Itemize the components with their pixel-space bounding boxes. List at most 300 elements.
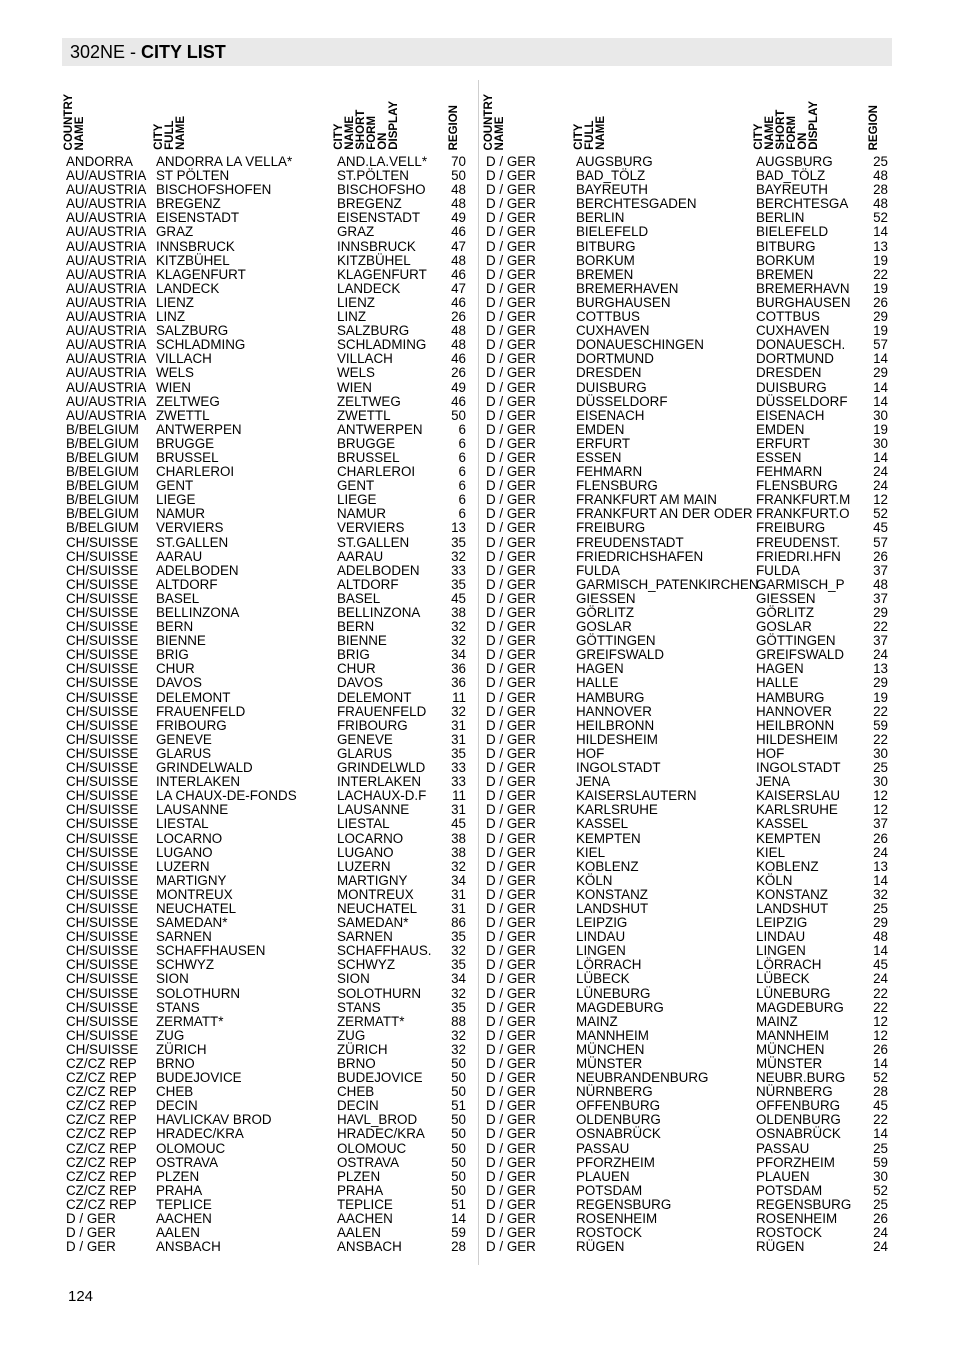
short-name-cell: HOF <box>756 745 785 761</box>
table-row <box>486 888 888 902</box>
region-cell: 19 <box>873 323 888 339</box>
country-cell: CH/SUISSE <box>66 844 139 860</box>
region-cell: 22 <box>873 999 888 1015</box>
region-cell: 45 <box>451 590 466 606</box>
country-cell: D / GER <box>486 802 536 818</box>
full-name-cell: SAMEDAN* <box>156 915 228 931</box>
short-name-cell: MAINZ <box>756 1013 798 1029</box>
country-cell: D / GER <box>486 238 536 254</box>
region-cell: 26 <box>873 830 888 846</box>
short-name-cell: LÖRRACH <box>756 957 822 973</box>
short-name-cell: HAMBURG <box>756 689 825 705</box>
full-name-cell: NÜRNBERG <box>576 1084 653 1100</box>
table-row <box>66 197 472 211</box>
full-name-cell: KÖLN <box>576 872 613 888</box>
short-name-cell: LIESTAL <box>337 816 390 832</box>
table-row <box>66 268 472 282</box>
full-name-cell: ZUG <box>156 1027 185 1043</box>
country-cell: D / GER <box>486 266 536 282</box>
country-cell: AU/AUSTRIA <box>66 168 147 184</box>
full-name-cell: WELS <box>156 365 194 381</box>
region-cell: 14 <box>873 1126 888 1142</box>
short-name-cell: LINDAU <box>756 929 806 945</box>
full-name-cell: GÖTTINGEN <box>576 633 656 649</box>
table-row <box>486 1085 888 1099</box>
country-cell: D / GER <box>486 1182 536 1198</box>
region-cell: 50 <box>451 1154 466 1170</box>
region-cell: 14 <box>873 393 888 409</box>
table-row <box>66 789 472 803</box>
short-name-cell: CHUR <box>337 661 376 677</box>
short-name-cell: BERLIN <box>756 210 805 226</box>
region-cell: 35 <box>451 576 466 592</box>
region-cell: 37 <box>873 590 888 606</box>
full-name-cell: BORKUM <box>576 252 635 268</box>
region-cell: 30 <box>873 774 888 790</box>
short-name-cell: ESSEN <box>756 449 802 465</box>
short-name-cell: PLZEN <box>337 1168 381 1184</box>
table-row <box>66 1184 472 1198</box>
short-name-cell: SALZBURG <box>337 323 410 339</box>
region-cell: 37 <box>873 816 888 832</box>
short-name-cell: ZERMATT* <box>337 1013 405 1029</box>
region-cell: 31 <box>451 731 466 747</box>
table-row <box>66 550 472 564</box>
table-row <box>486 1156 888 1170</box>
full-name-cell: EMDEN <box>576 421 625 437</box>
full-name-cell: DRESDEN <box>576 365 642 381</box>
short-name-cell: FEHMARN <box>756 464 823 480</box>
full-name-cell: FRIEDRICHSHAFEN <box>576 548 704 564</box>
short-name-cell: BITBURG <box>756 238 816 254</box>
country-cell: D / GER <box>486 337 536 353</box>
full-name-cell: CUXHAVEN <box>576 323 650 339</box>
full-name-cell: FRAUENFELD <box>156 703 246 719</box>
region-cell: 50 <box>451 1070 466 1086</box>
full-name-cell: EISENACH <box>576 407 645 423</box>
left-city-list <box>66 155 472 1254</box>
full-name-cell: OLDENBURG <box>576 1112 661 1128</box>
table-row <box>486 846 888 860</box>
full-name-cell: INTERLAKEN <box>156 774 241 790</box>
full-name-cell: ADELBODEN <box>156 562 239 578</box>
short-name-cell: FRAUENFELD <box>337 703 427 719</box>
table-row <box>486 183 888 197</box>
region-cell: 30 <box>873 407 888 423</box>
table-row <box>66 634 472 648</box>
country-cell: CH/SUISSE <box>66 703 139 719</box>
country-cell: D / GER <box>486 379 536 395</box>
table-row <box>66 747 472 761</box>
short-name-cell: AACHEN <box>337 1211 393 1227</box>
region-cell: 48 <box>873 168 888 184</box>
full-name-cell: PRAHA <box>156 1182 203 1198</box>
country-cell: D / GER <box>486 999 536 1015</box>
region-cell: 34 <box>451 971 466 987</box>
region-cell: 26 <box>873 1211 888 1227</box>
country-cell: D / GER <box>486 844 536 860</box>
region-cell: 14 <box>873 1056 888 1071</box>
region-cell: 49 <box>451 210 466 226</box>
short-name-cell: LUGANO <box>337 844 394 860</box>
short-name-cell: BERCHTESGA <box>756 196 849 212</box>
country-cell: D / GER <box>486 534 536 550</box>
short-name-cell: FLENSBURG <box>756 478 838 494</box>
country-cell: D / GER <box>486 435 536 451</box>
table-row <box>486 874 888 888</box>
table-row <box>486 536 888 550</box>
country-cell: D / GER <box>486 816 536 832</box>
short-name-cell: LAUSANNE <box>337 802 410 818</box>
full-name-cell: HEILBRONN <box>576 717 655 733</box>
full-name-cell: LINZ <box>156 309 186 325</box>
region-cell: 28 <box>873 182 888 198</box>
country-cell: D / GER <box>486 788 536 804</box>
short-name-cell: LINGEN <box>756 943 806 959</box>
table-row <box>66 846 472 860</box>
full-name-cell: REGENSBURG <box>576 1196 672 1212</box>
country-cell: CZ/CZ REP <box>66 1084 137 1100</box>
full-name-cell: BRUGGE <box>156 435 215 451</box>
table-row <box>66 296 472 310</box>
table-row <box>66 1057 472 1071</box>
region-cell: 36 <box>451 661 466 677</box>
full-name-cell: KAISERSLAUTERN <box>576 788 697 804</box>
full-name-cell: SALZBURG <box>156 323 229 339</box>
country-cell: CH/SUISSE <box>66 548 139 564</box>
country-cell: D / GER <box>486 1140 536 1156</box>
table-row <box>486 381 888 395</box>
country-cell: D / GER <box>486 886 536 902</box>
full-name-cell: BREMERHAVEN <box>576 280 679 296</box>
table-row <box>66 507 472 521</box>
full-name-cell: PFORZHEIM <box>576 1154 655 1170</box>
full-name-cell: SCHAFFHAUSEN <box>156 943 266 959</box>
country-cell: AU/AUSTRIA <box>66 196 147 212</box>
country-cell: CH/SUISSE <box>66 717 139 733</box>
short-name-cell: ADELBODEN <box>337 562 420 578</box>
region-cell: 19 <box>873 280 888 296</box>
region-cell: 26 <box>873 548 888 564</box>
table-row <box>486 860 888 874</box>
region-cell: 35 <box>451 957 466 973</box>
full-name-cell: FRANKFURT AM MAIN <box>576 492 717 508</box>
region-cell: 36 <box>451 675 466 691</box>
full-name-cell: LANDECK <box>156 280 220 296</box>
short-name-cell: ST.GALLEN <box>337 534 410 550</box>
country-cell: D / GER <box>486 294 536 310</box>
short-name-cell: SOLOTHURN <box>337 985 422 1001</box>
short-name-cell: BRUGGE <box>337 435 396 451</box>
region-cell: 45 <box>873 520 888 536</box>
short-name-cell: MONTREUX <box>337 886 414 902</box>
country-cell: CH/SUISSE <box>66 562 139 578</box>
table-row <box>486 958 888 972</box>
table-row <box>486 493 888 507</box>
region-cell: 25 <box>873 154 888 169</box>
table-row <box>66 944 472 958</box>
short-name-cell: BAYREUTH <box>756 182 828 198</box>
full-name-cell: ZELTWEG <box>156 393 220 409</box>
region-cell: 6 <box>458 464 466 480</box>
region-cell: 32 <box>451 548 466 564</box>
country-cell: CH/SUISSE <box>66 1041 139 1057</box>
short-name-cell: NAMUR <box>337 506 387 522</box>
short-name-cell: OLDENBURG <box>756 1112 841 1128</box>
country-cell: AU/AUSTRIA <box>66 393 147 409</box>
country-cell: CH/SUISSE <box>66 929 139 945</box>
full-name-cell: LAUSANNE <box>156 802 229 818</box>
short-name-cell: EISENSTADT <box>337 210 421 226</box>
full-name-cell: HAGEN <box>576 661 624 677</box>
table-row <box>486 211 888 225</box>
country-cell: CH/SUISSE <box>66 802 139 818</box>
short-name-cell: EMDEN <box>756 421 805 437</box>
table-row <box>66 381 472 395</box>
country-cell: D / GER <box>486 464 536 480</box>
region-cell: 14 <box>451 1211 466 1227</box>
table-row <box>486 1142 888 1156</box>
table-row <box>66 1071 472 1085</box>
table-row <box>486 634 888 648</box>
country-cell: CH/SUISSE <box>66 689 139 705</box>
country-cell: D / GER <box>486 1084 536 1100</box>
region-cell: 52 <box>873 506 888 522</box>
country-cell: D / GER <box>486 365 536 381</box>
country-cell: D / GER <box>486 196 536 212</box>
table-row <box>486 662 888 676</box>
short-name-cell: LINZ <box>337 309 367 325</box>
short-name-cell: BAD_TÖLZ <box>756 168 826 184</box>
table-row <box>66 437 472 451</box>
short-name-cell: KIEL <box>756 844 786 860</box>
short-name-cell: AND.LA.VELL* <box>337 154 428 169</box>
table-row <box>66 211 472 225</box>
country-cell: D / GER <box>486 168 536 184</box>
table-row <box>486 423 888 437</box>
table-row <box>486 620 888 634</box>
short-name-cell: KASSEL <box>756 816 809 832</box>
country-cell: D / GER <box>486 1056 536 1071</box>
country-cell: D / GER <box>486 774 536 790</box>
region-cell: 25 <box>873 760 888 776</box>
short-name-cell: GLARUS <box>337 745 393 761</box>
full-name-cell: INGOLSTADT <box>576 760 661 776</box>
country-cell: CH/SUISSE <box>66 661 139 677</box>
table-row <box>486 1113 888 1127</box>
region-cell: 22 <box>873 985 888 1001</box>
region-cell: 34 <box>451 872 466 888</box>
country-cell: CZ/CZ REP <box>66 1140 137 1156</box>
full-name-cell: ZERMATT* <box>156 1013 224 1029</box>
country-cell: B/BELGIUM <box>66 421 139 437</box>
country-cell: D / GER <box>486 351 536 367</box>
full-name-cell: BAD_TÖLZ <box>576 168 646 184</box>
full-name-cell: OFFENBURG <box>576 1098 661 1114</box>
full-name-cell: ROSENHEIM <box>576 1211 658 1227</box>
short-name-cell: AARAU <box>337 548 384 564</box>
table-row <box>66 282 472 296</box>
short-name-cell: DELEMONT <box>337 689 412 705</box>
full-name-cell: NEUCHATEL <box>156 900 237 916</box>
country-cell: CH/SUISSE <box>66 830 139 846</box>
table-row <box>486 1127 888 1141</box>
country-cell: D / GER <box>486 393 536 409</box>
country-cell: D / GER <box>66 1225 116 1241</box>
region-cell: 6 <box>458 506 466 522</box>
region-cell: 48 <box>451 337 466 353</box>
country-cell: D / GER <box>486 520 536 536</box>
region-cell: 6 <box>458 449 466 465</box>
table-row <box>486 1226 888 1240</box>
region-cell: 29 <box>873 675 888 691</box>
full-name-cell: SION <box>156 971 189 987</box>
table-row <box>66 225 472 239</box>
country-cell: D / GER <box>486 492 536 508</box>
region-cell: 86 <box>451 915 466 931</box>
table-row <box>66 409 472 423</box>
table-row <box>486 395 888 409</box>
region-cell: 11 <box>452 788 466 804</box>
country-cell: CH/SUISSE <box>66 774 139 790</box>
region-cell: 24 <box>873 1239 888 1255</box>
short-name-cell: INGOLSTADT <box>756 760 841 776</box>
country-cell: CH/SUISSE <box>66 619 139 635</box>
country-cell: AU/AUSTRIA <box>66 252 147 268</box>
table-row <box>486 930 888 944</box>
region-cell: 50 <box>451 168 466 184</box>
table-row <box>486 803 888 817</box>
region-cell: 24 <box>873 478 888 494</box>
country-cell: D / GER <box>486 957 536 973</box>
full-name-cell: MÜNCHEN <box>576 1041 645 1057</box>
country-cell: D / GER <box>486 1126 536 1142</box>
country-cell: CH/SUISSE <box>66 886 139 902</box>
table-row <box>486 1212 888 1226</box>
region-cell: 29 <box>873 365 888 381</box>
region-cell: 37 <box>873 633 888 649</box>
country-cell: D / GER <box>486 1112 536 1128</box>
region-cell: 25 <box>873 1196 888 1212</box>
region-cell: 13 <box>873 238 888 254</box>
short-name-cell: FREUDENST. <box>756 534 841 550</box>
table-row <box>486 1184 888 1198</box>
table-row <box>486 324 888 338</box>
table-row <box>486 1015 888 1029</box>
table-row <box>66 1085 472 1099</box>
country-cell: CZ/CZ REP <box>66 1126 137 1142</box>
table-row <box>486 987 888 1001</box>
country-cell: B/BELGIUM <box>66 478 139 494</box>
country-cell: CZ/CZ REP <box>66 1112 137 1128</box>
country-cell: CH/SUISSE <box>66 534 139 550</box>
country-cell: D / GER <box>486 252 536 268</box>
short-name-cell: PASSAU <box>756 1140 810 1156</box>
short-name-cell: GÖTTINGEN <box>756 633 836 649</box>
country-cell: D / GER <box>486 421 536 437</box>
country-cell: D / GER <box>486 224 536 240</box>
country-cell: D / GER <box>486 717 536 733</box>
short-name-cell: DUISBURG <box>756 379 827 395</box>
region-cell: 12 <box>873 492 888 508</box>
page-header <box>62 38 892 66</box>
region-cell: 13 <box>873 858 888 874</box>
table-row <box>66 521 472 535</box>
full-name-cell: BRNO <box>156 1056 195 1071</box>
full-name-cell: BREGENZ <box>156 196 221 212</box>
region-cell: 70 <box>451 154 466 169</box>
short-name-cell: ST.PÖLTEN <box>337 168 409 184</box>
short-name-cell: FRIEDRI.HFN <box>756 548 841 564</box>
short-name-cell: COTTBUS <box>756 309 820 325</box>
table-row <box>486 691 888 705</box>
country-cell: D / GER <box>486 1196 536 1212</box>
table-row <box>486 155 888 169</box>
country-cell: CH/SUISSE <box>66 731 139 747</box>
country-cell: CH/SUISSE <box>66 590 139 606</box>
full-name-cell: DONAUESCHINGEN <box>576 337 704 353</box>
full-name-cell: VILLACH <box>156 351 212 367</box>
full-name-cell: HOF <box>576 745 605 761</box>
short-name-cell: KÖLN <box>756 872 793 888</box>
country-cell: AU/AUSTRIA <box>66 266 147 282</box>
short-name-cell: KEMPTEN <box>756 830 821 846</box>
country-cell: CZ/CZ REP <box>66 1070 137 1086</box>
full-name-cell: HILDESHEIM <box>576 731 658 747</box>
full-name-cell: GENEVE <box>156 731 212 747</box>
table-row <box>66 1156 472 1170</box>
full-name-cell: BAYREUTH <box>576 182 648 198</box>
full-name-cell: WIEN <box>156 379 191 395</box>
country-cell: D / GER <box>486 872 536 888</box>
table-row <box>486 817 888 831</box>
full-name-cell: PLAUEN <box>576 1168 630 1184</box>
table-row <box>66 324 472 338</box>
full-name-cell: HRADEC/KRA <box>156 1126 244 1142</box>
table-row <box>66 169 472 183</box>
short-name-cell: FULDA <box>756 562 800 578</box>
country-cell: B/BELGIUM <box>66 464 139 480</box>
full-name-cell: CHARLEROI <box>156 464 235 480</box>
short-name-cell: LÜNEBURG <box>756 985 831 1001</box>
full-name-cell: EISENSTADT <box>156 210 240 226</box>
region-cell: 50 <box>451 1168 466 1184</box>
table-row <box>66 761 472 775</box>
full-name-cell: FEHMARN <box>576 464 643 480</box>
short-name-cell: HRADEC/KRA <box>337 1126 425 1142</box>
country-cell: CH/SUISSE <box>66 605 139 620</box>
country-cell: D / GER <box>486 478 536 494</box>
country-cell: AU/AUSTRIA <box>66 379 147 395</box>
region-cell: 49 <box>451 379 466 395</box>
short-name-cell: GREIFSWALD <box>756 647 845 663</box>
country-cell: D / GER <box>486 1070 536 1086</box>
table-row <box>66 874 472 888</box>
short-name-cell: AUGSBURG <box>756 154 833 169</box>
page-number: 124 <box>68 1288 94 1305</box>
region-cell: 35 <box>451 929 466 945</box>
table-row <box>66 155 472 169</box>
country-cell: D / GER <box>486 661 536 677</box>
table-row <box>486 747 888 761</box>
table-row <box>66 987 472 1001</box>
short-name-cell: HAVL_BROD <box>337 1112 418 1128</box>
country-cell: CH/SUISSE <box>66 999 139 1015</box>
country-cell: AU/AUSTRIA <box>66 309 147 325</box>
country-cell: AU/AUSTRIA <box>66 407 147 423</box>
table-row <box>486 1240 888 1254</box>
country-cell: CH/SUISSE <box>66 985 139 1001</box>
